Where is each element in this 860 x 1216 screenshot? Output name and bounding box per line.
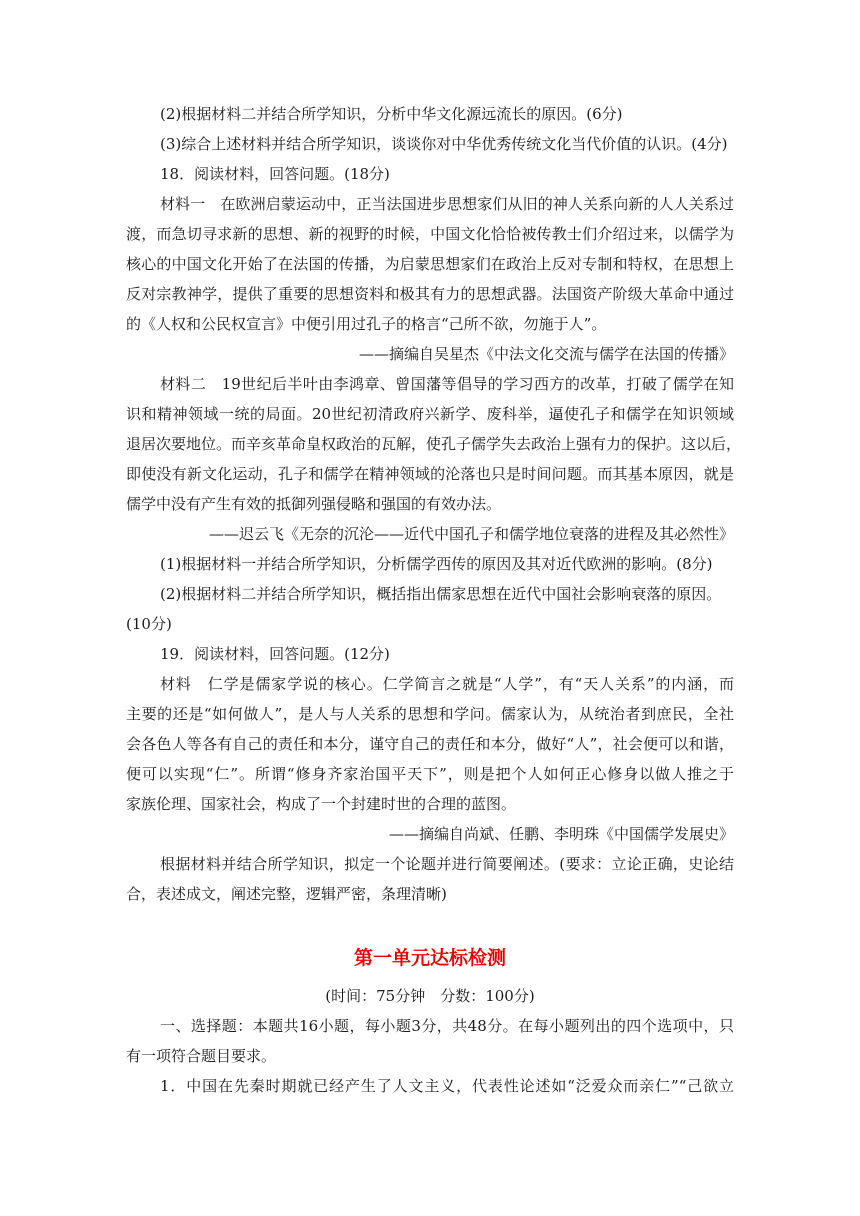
q18-material2-line: 即使没有新文化运动，孔子和儒学在精神领域的沦落也只是时间问题。而其基本原因，就是 [126, 465, 734, 483]
q17-sub2: (2)根据材料二并结合所学知识，分析中华文化源远流长的原因。(6分) [160, 105, 623, 123]
q19-heading: 19．阅读材料，回答问题。(12分) [160, 645, 390, 663]
q18-heading: 18．阅读材料，回答问题。(18分) [160, 165, 390, 183]
q19-question: 合，表述成文，阐述完整，逻辑严密，条理清晰) [126, 885, 447, 903]
section-title: 第一单元达标检测 [353, 947, 506, 969]
q18-sub1: (1)根据材料一并结合所学知识，分析儒学西传的原因及其对近代欧洲的影响。(8分) [160, 555, 713, 573]
exam-info: (时间：75分钟 分数：100分) [325, 987, 535, 1005]
q18-material2-line: 材料二 19世纪后半叶由李鸿章、曾国藩等倡导的学习西方的改革，打破了儒学在知 [160, 375, 734, 393]
q18-material1-line: 的《人权和公民权宣言》中便引用过孔子的格言“己所不欲，勿施于人”。 [126, 315, 607, 333]
q18-material2-line: 退居次要地位。而辛亥革命皇权政治的瓦解，使孔子儒学失去政治上强有力的保护。这以后， [126, 435, 742, 453]
q18-material2-line: 儒学中没有产生有效的抵御列强侵略和强国的有效办法。 [126, 495, 502, 513]
q18-material2-source: ——迟云飞《无奈的沉沦——近代中国孔子和儒学地位衰落的进程及其必然性》 [208, 525, 734, 543]
q19-material-line: 便可以实现“仁”。所谓“修身齐家治国平天下”，则是把个人如何正心修身以做人推之于 [126, 765, 734, 783]
q19-material-line: 材料 仁学是儒家学说的核心。仁学简言之就是“人学”，有“天人关系”的内涵，而 [160, 675, 734, 693]
q19-question: 根据材料并结合所学知识，拟定一个论题并进行简要阐述。(要求：立论正确，史论结 [160, 855, 734, 873]
q1-text: 1．中国在先秦时期就已经产生了人文主义，代表性论述如“泛爱众而亲仁”“己欲立 [160, 1077, 734, 1095]
q18-material1-source: ——摘编自吴星杰《中法文化交流与儒学在法国的传播》 [358, 345, 734, 363]
section-instructions: 有一项符合题目要求。 [126, 1047, 277, 1065]
q18-material1-line: 核心的中国文化开始了在法国的传播，为启蒙思想家们在政治上反对专制和特权，在思想上 [126, 255, 734, 273]
q18-material1-line: 反对宗教神学，提供了重要的思想资料和极其有力的思想武器。法国资产阶级大革命中通过 [126, 285, 734, 303]
q18-material2-line: 识和精神领域一统的局面。20世纪初清政府兴新学、废科举，逼使孔子和儒学在知识领域 [126, 405, 734, 423]
q19-material-source: ——摘编自尚斌、任鹏、李明珠《中国儒学发展史》 [388, 825, 734, 843]
q18-sub2-score: (10分) [126, 615, 172, 633]
q18-material1-line: 渡，而急切寻求新的思想、新的视野的时候，中国文化恰恰被传教士们介绍过来，以儒学为 [126, 225, 734, 243]
q19-material-line: 家族伦理、国家社会，构成了一个封建时世的合理的蓝图。 [126, 795, 517, 813]
q19-material-line: 主要的还是“如何做人”，是人与人关系的思想和学问。儒家认为，从统治者到庶民，全社 [126, 705, 734, 723]
q17-sub3: (3)综合上述材料并结合所学知识，谈谈你对中华优秀传统文化当代价值的认识。(4分) [160, 135, 728, 153]
q19-material-line: 会各色人等各有自己的责任和本分，谨守自己的责任和本分，做好“人”，社会便可以和谐， [126, 735, 734, 753]
q18-material1-line: 材料一 在欧洲启蒙运动中，正当法国进步思想家们从旧的神人关系向新的人人关系过 [160, 195, 734, 213]
section-instructions: 一、选择题：本题共16小题，每小题3分，共48分。在每小题列出的四个选项中，只 [160, 1017, 734, 1035]
q18-sub2: (2)根据材料二并结合所学知识，概括指出儒家思想在近代中国社会影响衰落的原因。 [160, 585, 722, 603]
